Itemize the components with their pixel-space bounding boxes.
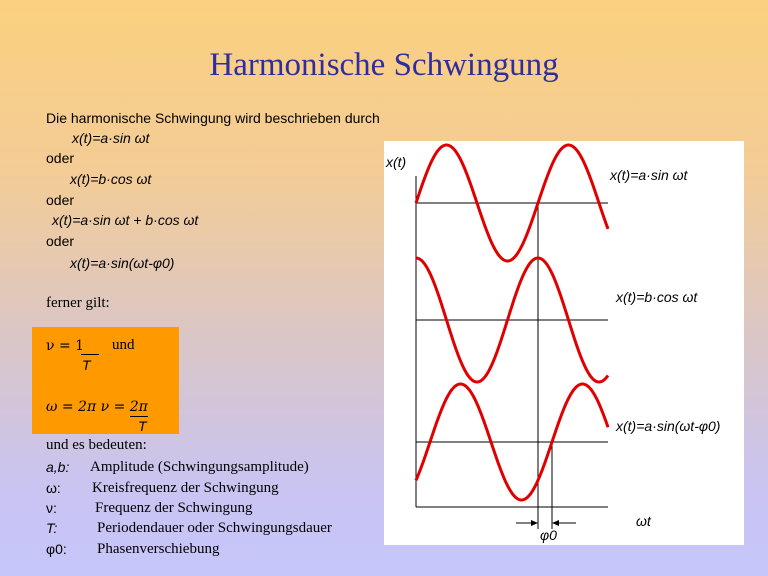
phase-label: φ0	[540, 527, 557, 543]
equation-phase: x(t)=a·sin(ωt-φ0)	[70, 255, 175, 271]
def-symbol: φ0:	[46, 541, 67, 557]
or-text: oder	[46, 192, 75, 208]
intro-text: Die harmonische Schwingung wird beschrieben durch	[46, 110, 380, 126]
x-axis-label: ωt	[636, 513, 651, 529]
diagram-svg	[384, 141, 744, 545]
equation-cos: x(t)=b·cos ωt	[70, 171, 152, 187]
curve-3-label: x(t)=a·sin(ωt-φ0)	[616, 418, 721, 434]
def-symbol: a,b:	[46, 459, 70, 475]
omega-formula: ω = 2π ν = 2π	[46, 399, 148, 415]
fraction-denominator: T	[82, 357, 91, 373]
und-text: und	[112, 337, 135, 353]
equation-sin: x(t)=a·sin ωt	[72, 130, 150, 146]
fraction-bar	[81, 354, 99, 355]
def-text: Kreisfrequenz der Schwingung	[92, 480, 279, 496]
def-symbol: ω:	[46, 480, 61, 496]
def-text: Periodendauer oder Schwingungsdauer	[97, 520, 332, 536]
def-text: Amplitude (Schwingungsamplitude)	[90, 459, 309, 475]
ferner-text: ferner gilt:	[46, 295, 110, 311]
def-symbol: ν:	[46, 500, 57, 516]
def-symbol: T:	[46, 520, 58, 536]
fraction-bar	[130, 416, 148, 417]
phase-arrowhead-right	[552, 520, 559, 526]
y-axis-label: x(t)	[386, 154, 407, 170]
def-text: Phasenverschiebung	[97, 541, 220, 557]
equation-sum: x(t)=a·sin ωt + b·cos ωt	[52, 212, 199, 228]
curve-1-label: x(t)=a·sin ωt	[610, 167, 688, 183]
oscillation-diagram	[384, 141, 744, 545]
frequency-formula: ν = 1	[46, 338, 85, 354]
def-text: Frequenz der Schwingung	[95, 500, 253, 516]
bedeuten-text: und es bedeuten:	[46, 437, 147, 453]
or-text: oder	[46, 233, 75, 249]
or-text: oder	[46, 150, 75, 166]
curve-2-label: x(t)=b·cos ωt	[616, 289, 698, 305]
page-title: Harmonische Schwingung	[209, 47, 559, 83]
phase-arrowhead-left	[531, 520, 538, 526]
fraction-denominator: T	[138, 418, 147, 434]
